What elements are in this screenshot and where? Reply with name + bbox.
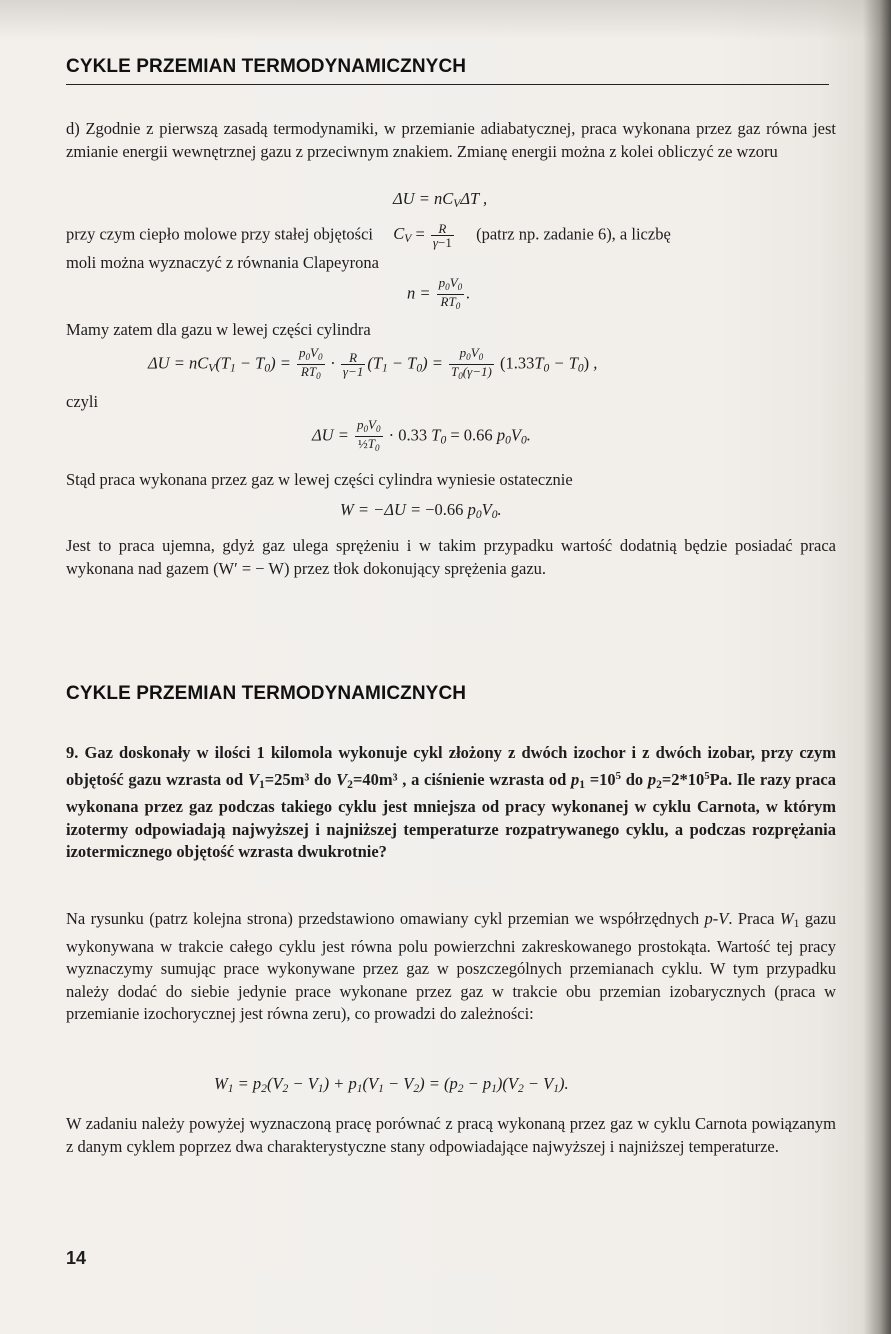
header-rule: [66, 84, 829, 85]
paragraph-d-conclusion: Jest to praca ujemna, gdyż gaz ulega sprężeniu i w takim przypadku wartość dodatnią będzie posiadać praca wykonana nad gazem (W′ = − W) przez tłok dokonujący sprężenia gazu.: [66, 536, 836, 578]
solution-paragraph-2: W zadaniu należy powyżej wyznaczoną pracę porównać z pracą wykonaną przez gaz w cyklu Carnota powiązanym z danym cyklem poprzez dwa charakterystyczne stany odpowiadające najwyższej i najniższej temperaturze.: [66, 1114, 836, 1156]
equation-work: W = −ΔU = −0.66 $p_0V_0$.: [340, 500, 502, 521]
equation-delta-u: $\Delta U = nC_V\Delta T$ ,: [393, 189, 488, 210]
equation-delta-u-result: ΔU = $\frac{p_0V_0}{\frac{1}{2}T_0}$ · 0.33 $T_0 = 0.66$ $p_0V_0$.: [312, 417, 531, 453]
equation-moles: n = $\frac{p_0V_0}{RT_0}$ .: [407, 275, 471, 311]
line-work-final: Stąd praca wykonana przez gaz w lewej części cylindra wyniesie ostatecznie: [66, 470, 573, 489]
line-molar-heat-a: przy czym ciepło molowe przy stałej objętości: [66, 224, 373, 244]
page-top-shadow: [0, 0, 891, 40]
page-number: 14: [66, 1248, 87, 1268]
equation-w1: $W_1 = p_2(V_2 - V_1) + p_1(V_1 - V_2) = (p_2 - p_1)(V_2 - V_1)$.: [214, 1074, 569, 1095]
line-czyli: czyli: [66, 392, 99, 411]
section-title: CYKLE PRZEMIAN TERMODYNAMICZNYCH: [66, 683, 467, 704]
line-clapeyron: moli można wyznaczyć z równania Clapeyrona: [66, 253, 379, 272]
line-left-part: Mamy zatem dla gazu w lewej części cylindra: [66, 320, 371, 339]
line-molar-heat: przy czym ciepło molowe przy stałej objętości $C_V$ = $\frac{R}{\gamma-1}$ (patrz np. zadanie 6), a liczbę: [66, 221, 671, 250]
solution-paragraph-1: Na rysunku (patrz kolejna strona) przedstawiono omawiany cykl przemian we współrzędnych p-V. Praca $W_1$ gazu wykonywana w trakcie całego cyklu jest równa polu powierzchni zakreskowanego prostokąta. Wartość tej pracy wyznaczymy sumując prace wykonywane przez gaz w poszczególnych przemianach cyklu. W tym przypadku należy dodać do siebie jedynie prace wykonane przez gaz w trakcie obu przemian izobarycznych (praca w przemianie izochorycznej jest równa zeru), co prowadzi do zależności:: [66, 909, 836, 1023]
page-spine-shadow: [863, 0, 891, 1334]
line-molar-heat-b: (patrz np. zadanie 6), a liczbę: [476, 224, 671, 244]
running-header: CYKLE PRZEMIAN TERMODYNAMICZNYCH: [66, 56, 467, 77]
equation-delta-u-expanded: $\Delta U = nC_V(T_1 - T_0)$ = $\frac{p_0V_0}{RT_0}$ · $\frac{R}{\gamma-1}$ $(T_1 - T_0)$ = $\frac{p_0V_0}{T_0(\gamma-1)}$ $(1.33T_0 - T_0)$ ,: [148, 345, 598, 381]
paragraph-d-intro: d) Zgodnie z pierwszą zasadą termodynamiki, w przemianie adiabatycznej, praca wykonana przez gaz równa jest zmianie energii wewnętrznej gazu z przeciwnym znakiem. Zmianę energii można z kolei obliczyć ze wzoru: [66, 119, 836, 161]
problem-9-statement: 9. Gaz doskonały w ilości 1 kilomola wykonuje cykl złożony z dwóch izochor i z dwóch izobar, przy czym objętość gazu wzrasta od $V_1=25m^3$ do $V_2=40m^3$ , a ciśnienie wzrasta od $p_1 =10^5$ do $p_2=2*10^5Pa$. Ile razy praca wykonana przez gaz podczas takiego cyklu jest mniejsza od pracy wykonanej w cyklu Carnota, w którym izotermy odpowiadają najwyższej i najniższej temperaturze rozpatrywanego cyklu, a podczas rozprężania izotermicznego objętość wzrasta dwukrotnie?: [66, 743, 836, 861]
